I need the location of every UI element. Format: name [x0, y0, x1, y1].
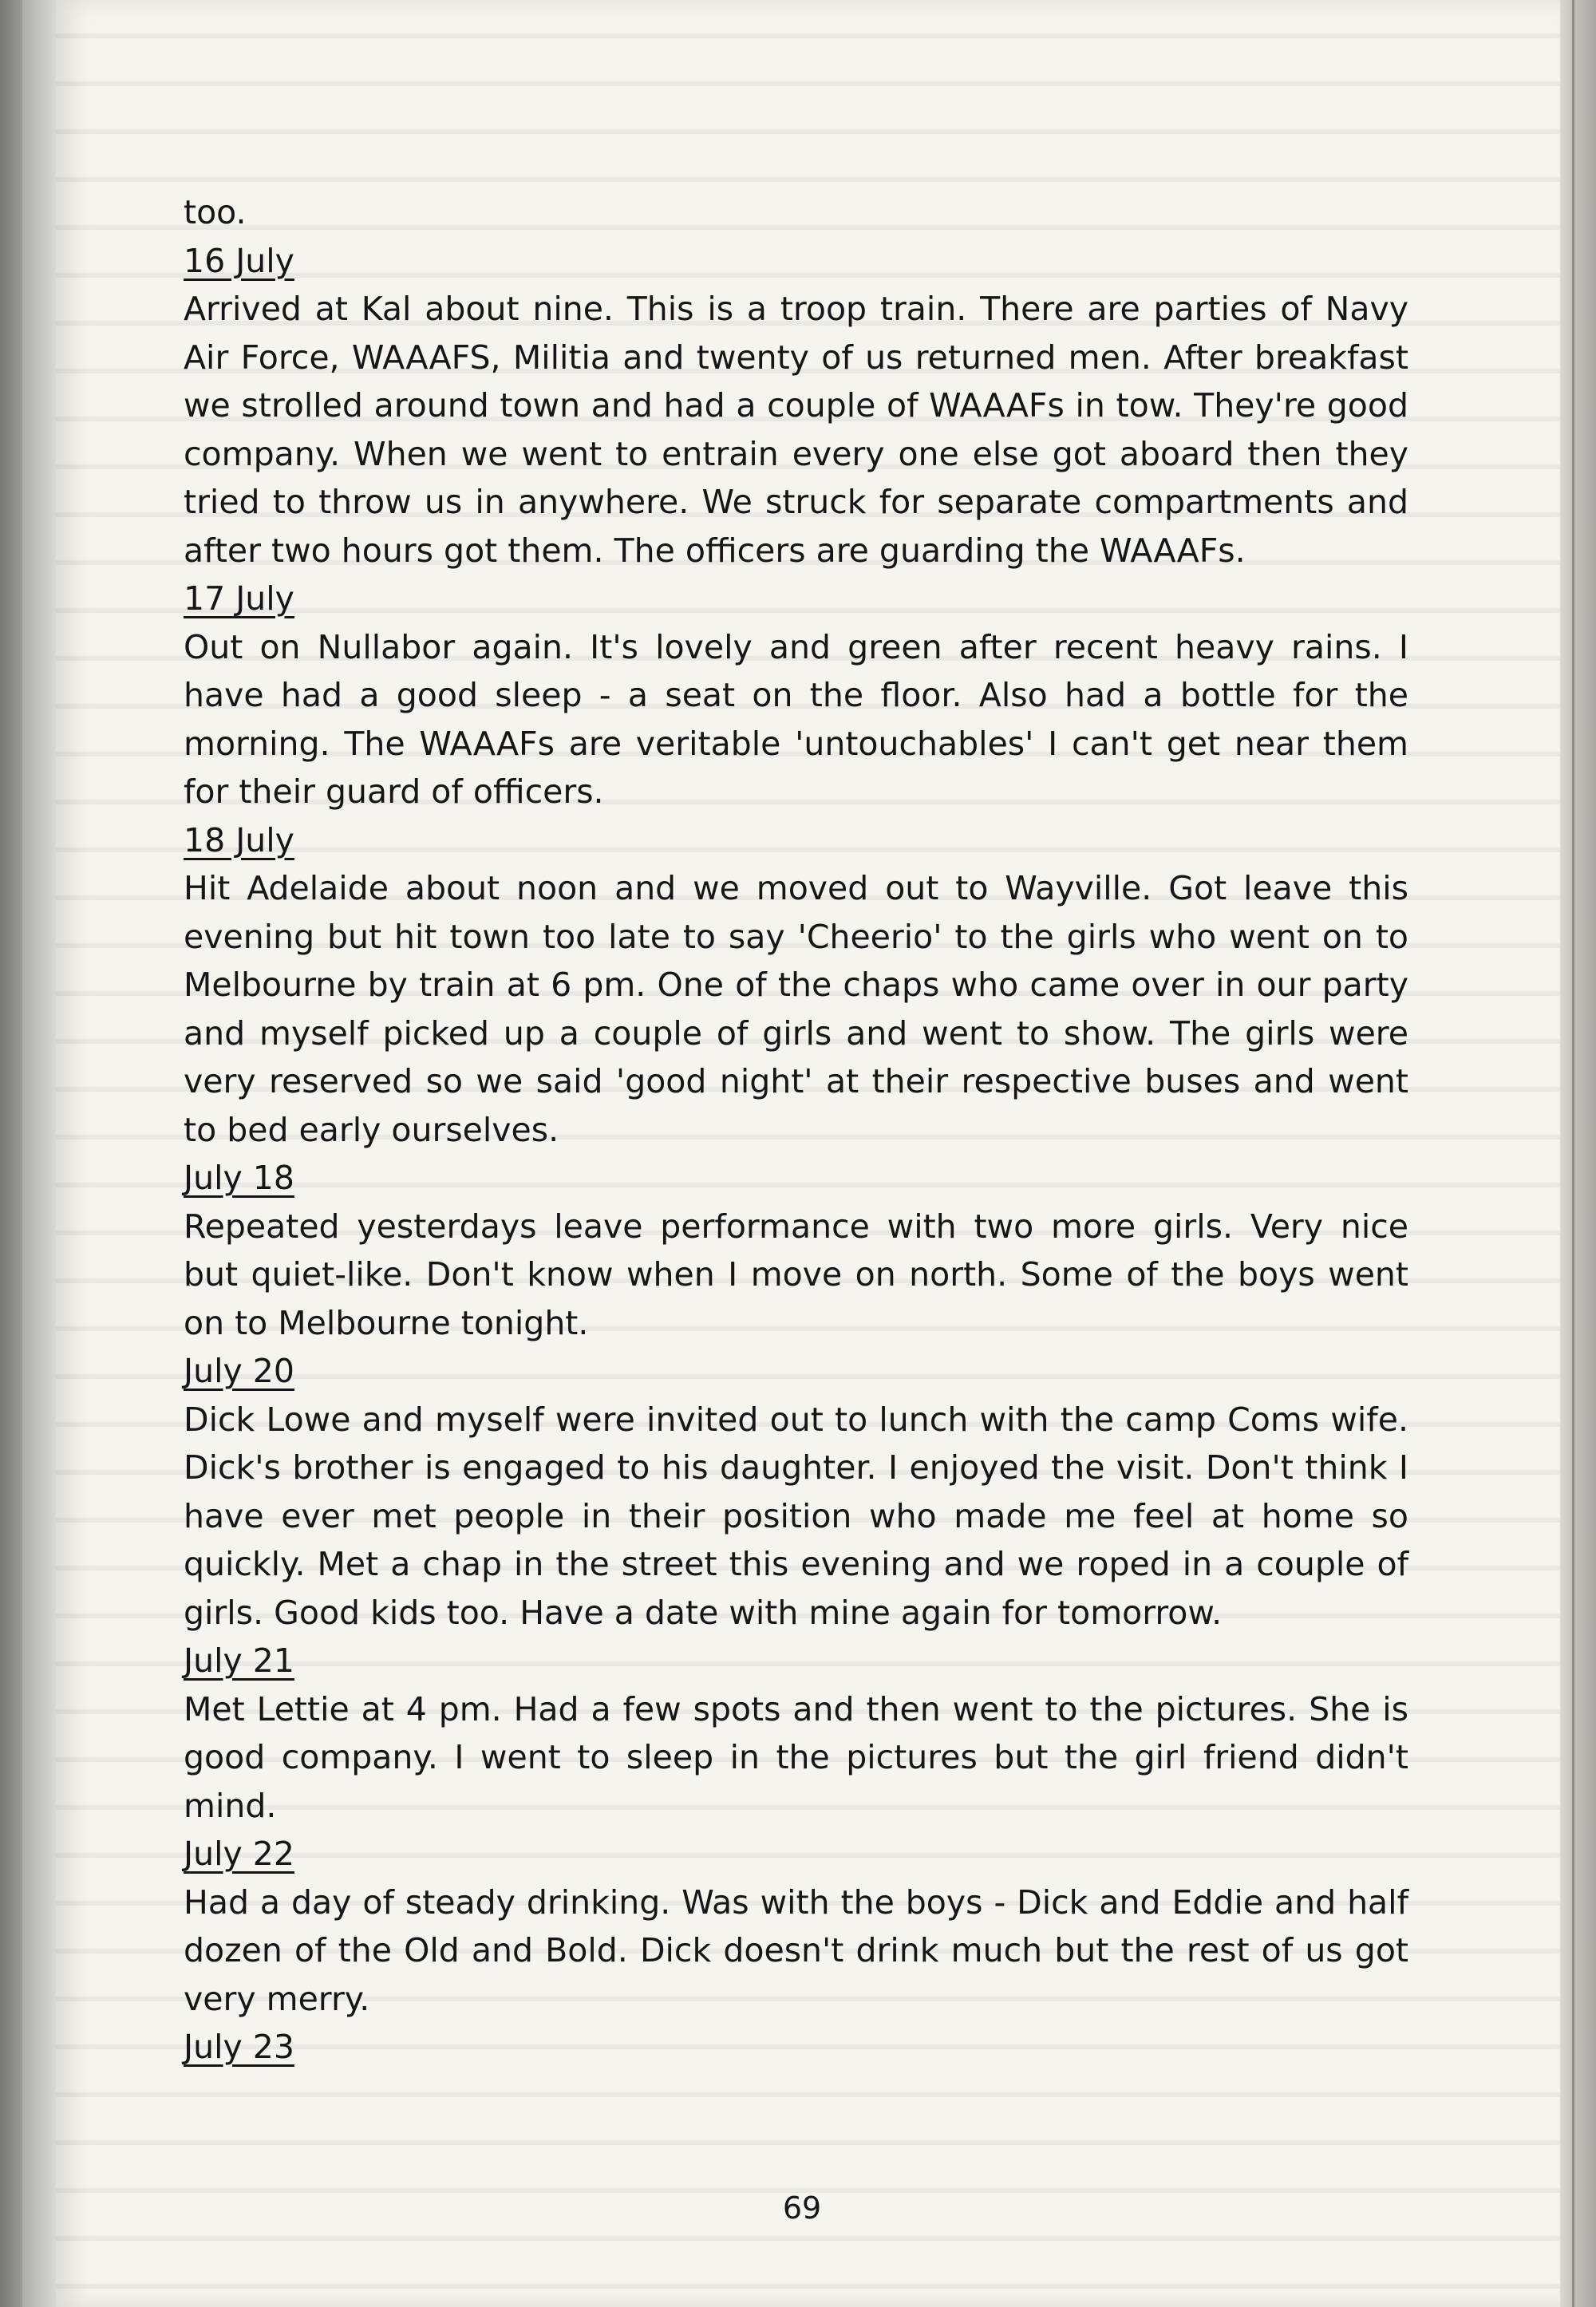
entry-date: 18 July	[184, 820, 294, 859]
page-edge-line	[1572, 0, 1574, 2307]
entry-text: Arrived at Kal about nine. This is a troop train. There are parties of Navy Air Force, WAAAFS, Militia and twenty of us returned men. After breakfast we strolled around town and had a couple of WAAAFs in tow. They're good company. When we went to entrain every one else got aboard then they tried to throw us in anywhere. We struck for separate compartments and after two hours got them. The officers are guarding the WAAAFs.	[184, 290, 1408, 570]
diary-entry	[184, 1154, 1408, 1347]
entry-date: July 20	[184, 1352, 294, 1390]
entry-text: Repeated yesterdays leave performance with two more girls. Very nice but quiet-like. Don't know when I move on north. Some of the boys went on to Melbourne tonight.	[184, 1207, 1408, 1342]
page-number: 69	[782, 2190, 822, 2226]
entry-text: Out on Nullabor again. It's lovely and green after recent heavy rains. I have had a good sleep - a seat on the floor. Also had a bottle for the morning. The WAAAFs are veritable 'untouchables' I can't get near them for their guard of officers.	[184, 627, 1408, 811]
entry-date: July 22	[184, 1835, 294, 1873]
entry-date: July 23	[184, 2028, 294, 2066]
diary-entry	[184, 1830, 1408, 2023]
diary-entry	[184, 816, 1408, 1155]
diary-text	[184, 188, 1408, 2072]
entry-date: 16 July	[184, 241, 294, 280]
entry-text: Hit Adelaide about noon and we moved out to Wayville. Got leave this evening but hit town too late to say 'Cheerio' to the girls who went on to Melbourne by train at 6 pm. One of the chaps who came over in our party and myself picked up a couple of girls and went to show. The girls were very reserved so we said 'good night' at their respective buses and went to bed early ourselves.	[184, 869, 1408, 1149]
entry-date: 17 July	[184, 579, 294, 618]
diary-entry	[184, 1637, 1408, 1830]
opening-line: too.	[184, 193, 247, 231]
diary-entry	[184, 237, 1408, 575]
diary-entry	[184, 2023, 1408, 2072]
diary-entry	[184, 1347, 1408, 1637]
book-spine-shadow	[0, 0, 22, 2307]
page-edge	[1560, 0, 1596, 2307]
entry-text: Had a day of steady drinking. Was with the boys - Dick and Eddie and half dozen of the Old and Bold. Dick doesn't drink much but the rest of us got very merry.	[184, 1882, 1408, 2018]
entry-text: Dick Lowe and myself were invited out to lunch with the camp Coms wife. Dick's brother is engaged to his daughter. I enjoyed the visit. Don't think I have ever met people in their position who made me feel at home so quickly. Met a chap in the street this evening and we roped in a couple of girls. Good kids too. Have a date with mine again for tomorrow.	[184, 1400, 1408, 1632]
entry-text: Met Lettie at 4 pm. Had a few spots and then went to the pictures. She is good company. I went to sleep in the pictures but the girl friend didn't mind.	[184, 1689, 1408, 1825]
diary-entry	[184, 575, 1408, 816]
entry-date: July 18	[184, 1159, 294, 1197]
entry-date: July 21	[184, 1641, 294, 1680]
